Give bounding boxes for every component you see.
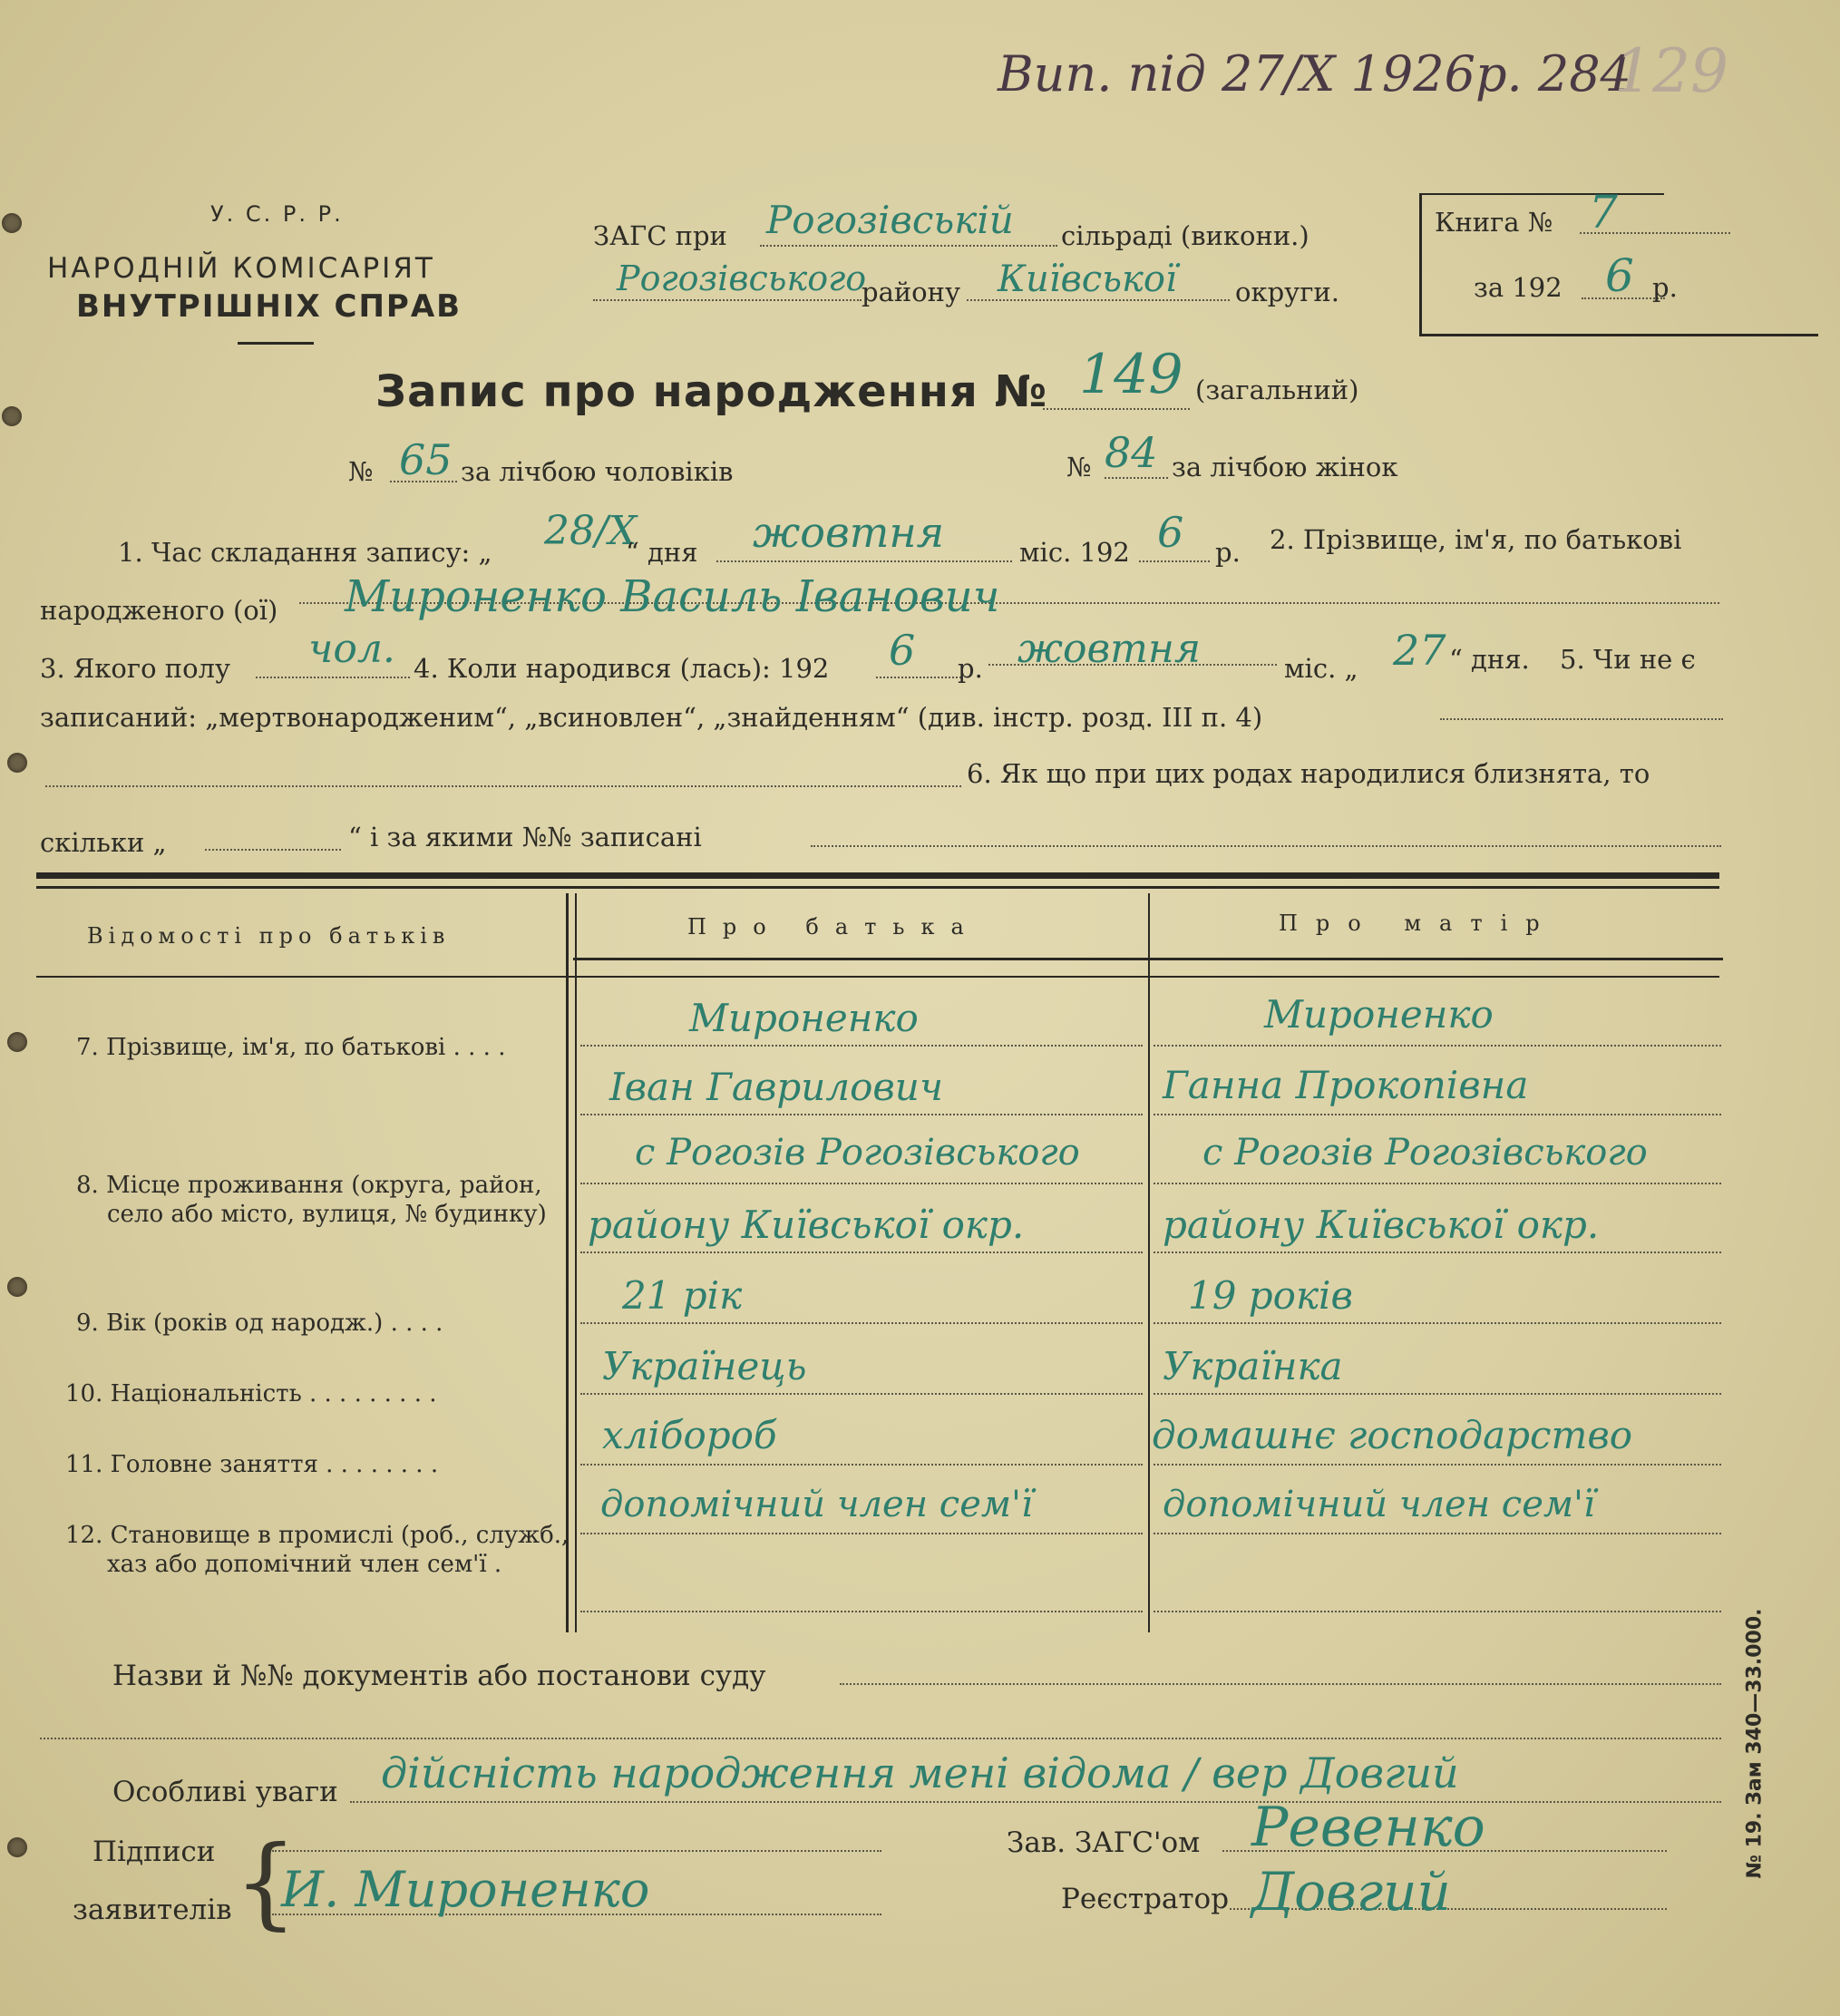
column-divider-2 bbox=[1148, 893, 1150, 1632]
father-line bbox=[580, 1045, 1143, 1047]
mother-address-2: району Київської окр. bbox=[1163, 1203, 1600, 1247]
father-occupation: хлібороб bbox=[602, 1413, 777, 1457]
documents-line bbox=[840, 1683, 1721, 1685]
mother-line bbox=[1154, 1533, 1721, 1534]
book-label: Книга № bbox=[1435, 207, 1553, 238]
field1-month-line bbox=[716, 560, 1012, 562]
birth-day: 27 bbox=[1393, 626, 1446, 675]
mother-nationality: Українка bbox=[1163, 1344, 1343, 1388]
zags-council-label: сільраді (викони.) bbox=[1061, 220, 1309, 251]
twins-numbers-line bbox=[811, 845, 1721, 847]
male-count-label: за лічбою чоловіків bbox=[461, 456, 734, 487]
father-line bbox=[580, 1322, 1143, 1324]
zags-district-line bbox=[593, 299, 862, 301]
mother-occupation: домашнє господарство bbox=[1152, 1413, 1633, 1457]
mother-status: допомічний член сем'ї bbox=[1163, 1484, 1595, 1525]
mother-line bbox=[1154, 1251, 1721, 1253]
father-line bbox=[580, 1251, 1143, 1253]
female-count-value: 84 bbox=[1105, 428, 1158, 477]
row-label-full-name: 7. Прізвище, ім'я, по батькові . . . . bbox=[76, 1034, 506, 1061]
row-label-age: 9. Вік (років од народж.) . . . . bbox=[76, 1310, 443, 1337]
field5-label: 5. Чи не є bbox=[1560, 644, 1696, 675]
signatures-label-2: заявителів bbox=[73, 1894, 232, 1926]
table-top-rule-2 bbox=[36, 886, 1719, 889]
father-line bbox=[580, 1393, 1143, 1395]
field6-label-cont: скільки „ bbox=[40, 827, 167, 858]
book-box-bottom bbox=[1419, 334, 1818, 336]
mother-line bbox=[1154, 1393, 1721, 1395]
page-number: 129 bbox=[1614, 36, 1728, 106]
signatures-label: Підписи bbox=[92, 1836, 216, 1868]
father-line bbox=[580, 1114, 1143, 1115]
field1-month-label: міс. 192 bbox=[1019, 537, 1130, 568]
field4-year-suffix: р. bbox=[958, 653, 983, 684]
field6-numbers-label: “ і за якими №№ записані bbox=[348, 822, 702, 852]
field5-line-2 bbox=[45, 785, 961, 787]
father-line bbox=[580, 1611, 1143, 1612]
head-zags-signature: Ревенко bbox=[1251, 1796, 1485, 1859]
documents-line-2 bbox=[40, 1738, 1721, 1739]
signatures-brace: { bbox=[234, 1824, 297, 1940]
header-commissariat: НАРОДНІЙ КОМІСАРІЯТ bbox=[47, 252, 435, 285]
zags-okruga-label: округи. bbox=[1235, 277, 1339, 307]
row-label-residence-2: село або місто, вулиця, № будинку) bbox=[107, 1201, 547, 1228]
father-status: допомічний член сем'ї bbox=[600, 1484, 1033, 1525]
binder-hole bbox=[7, 1032, 27, 1052]
notes-line bbox=[350, 1801, 1721, 1803]
column-header-father: Про батька bbox=[687, 914, 980, 940]
book-box-left bbox=[1419, 193, 1422, 336]
father-given-names: Іван Гаврилович bbox=[609, 1065, 943, 1109]
record-title: Запис про народження № bbox=[375, 366, 1048, 417]
field3-label: 3. Якого полу bbox=[40, 653, 231, 684]
book-year-label: за 192 bbox=[1474, 272, 1563, 303]
header-ussr: У. С. Р. Р. bbox=[210, 201, 344, 227]
row-label-residence: 8. Місце проживання (округа, район, bbox=[76, 1172, 542, 1199]
field1-year: 6 bbox=[1157, 508, 1184, 557]
binder-hole bbox=[2, 406, 22, 426]
female-count-line bbox=[1105, 477, 1168, 479]
field2-label-cont: народженого (ої) bbox=[40, 595, 278, 626]
header-internal-affairs: ВНУТРІШНІХ СПРАВ bbox=[76, 288, 462, 325]
father-address-1: с Рогозів Рогозівського bbox=[635, 1132, 1080, 1174]
father-address-2: району Київської окр. bbox=[588, 1203, 1025, 1247]
field3-line bbox=[256, 677, 410, 678]
registrar-signature: Довгий bbox=[1251, 1861, 1451, 1923]
field1-year-line bbox=[1139, 560, 1210, 562]
mother-address-1: с Рогозів Рогозівського bbox=[1202, 1132, 1648, 1174]
head-zags-label: Зав. ЗАГС'ом bbox=[1007, 1826, 1201, 1859]
row-label-status: 12. Становище в промислі (роб., служб., bbox=[65, 1522, 570, 1549]
field4-year-line bbox=[876, 677, 961, 678]
field4-label: 4. Коли народився (лась): 192 bbox=[414, 653, 830, 684]
mother-surname: Мироненко bbox=[1264, 992, 1494, 1037]
column-header-parents: Відомості про батьків bbox=[87, 923, 451, 949]
record-number-line bbox=[1043, 408, 1190, 410]
field4-day-label: “ дня. bbox=[1449, 644, 1530, 675]
documents-label: Назви й №№ документів або постанови суду bbox=[112, 1660, 766, 1692]
field2-label: 2. Прізвище, ім'я, по батькові bbox=[1270, 524, 1682, 555]
table-top-rule bbox=[36, 872, 1719, 879]
mother-line bbox=[1154, 1464, 1721, 1466]
child-full-name: Мироненко Василь Іванович bbox=[345, 571, 1000, 622]
book-no-value: 7 bbox=[1589, 186, 1618, 239]
male-count-value: 65 bbox=[399, 435, 453, 484]
book-year-suffix: р. bbox=[1652, 272, 1678, 303]
top-annotation: Вип. під 27/X 1926р. 284 bbox=[998, 45, 1631, 102]
binder-hole bbox=[2, 213, 22, 233]
father-line bbox=[580, 1533, 1143, 1534]
row-label-occupation: 11. Головне заняття . . . . . . . . bbox=[65, 1451, 439, 1478]
binder-hole bbox=[7, 753, 27, 773]
mother-line bbox=[1154, 1114, 1721, 1115]
male-count-no-label: № bbox=[348, 456, 374, 487]
table-header-bottom-rule bbox=[36, 976, 1719, 978]
zags-council-line bbox=[760, 245, 1057, 247]
field1-day-label: “ дня bbox=[626, 537, 698, 568]
female-count-no-label: № bbox=[1066, 452, 1092, 482]
zags-label: ЗАГС при bbox=[593, 220, 727, 251]
binder-hole bbox=[7, 1837, 27, 1857]
header-underline bbox=[238, 342, 314, 345]
mother-line bbox=[1154, 1322, 1721, 1324]
twins-count-line bbox=[205, 849, 341, 851]
father-surname: Мироненко bbox=[689, 996, 919, 1040]
mother-line bbox=[1154, 1045, 1721, 1047]
father-line bbox=[580, 1183, 1143, 1184]
column-header-mother: Про матір bbox=[1279, 911, 1558, 936]
field5-line bbox=[1440, 718, 1723, 720]
field1-label: 1. Час складання запису: „ bbox=[118, 537, 492, 568]
father-nationality: Українець bbox=[602, 1344, 807, 1388]
mother-line bbox=[1154, 1183, 1721, 1184]
mother-line bbox=[1154, 1611, 1721, 1612]
mother-age: 19 років bbox=[1188, 1273, 1353, 1318]
record-general-label: (загальний) bbox=[1195, 375, 1359, 405]
notes-value: дійсність народження мені відома / вер Довгий bbox=[381, 1748, 1459, 1797]
field5-label-cont: записаний: „мертвонародженим“, „всиновлен“, „знайденням“ (див. інстр. розд. III п. 4) bbox=[40, 702, 1263, 733]
field4-month-label: міс. „ bbox=[1284, 653, 1358, 684]
zags-district-label: району bbox=[862, 277, 961, 307]
applicant-signature: И. Мироненко bbox=[281, 1861, 650, 1918]
birth-month: жовтня bbox=[1017, 626, 1201, 672]
field1-year-suffix: р. bbox=[1215, 537, 1241, 568]
father-age: 21 рік bbox=[622, 1273, 743, 1318]
field1-day: 28/X bbox=[544, 508, 638, 554]
registrar-label: Реєстратор bbox=[1061, 1883, 1230, 1915]
notes-label: Особливі уваги bbox=[112, 1776, 338, 1808]
father-line bbox=[580, 1464, 1143, 1466]
record-number: 149 bbox=[1079, 343, 1183, 406]
form-print-code: № 19. Зам 340—33.000. bbox=[1743, 1608, 1767, 1879]
zags-council-value: Рогозівській bbox=[766, 198, 1014, 242]
column-divider-1b bbox=[575, 893, 577, 1632]
zags-okruga-value: Київської bbox=[998, 258, 1177, 300]
child-sex: чол. bbox=[308, 626, 395, 672]
mother-given-names: Ганна Прокопівна bbox=[1163, 1063, 1529, 1107]
field6-label: 6. Як що при цих родах народилися близнята, то bbox=[967, 758, 1650, 789]
applicant-line bbox=[272, 1850, 881, 1852]
binder-hole bbox=[7, 1277, 27, 1297]
zags-district-value: Рогозівського bbox=[617, 258, 867, 298]
birth-year: 6 bbox=[889, 626, 916, 675]
row-label-nationality: 10. Національність . . . . . . . . . bbox=[65, 1380, 437, 1407]
book-box-top bbox=[1419, 193, 1664, 195]
book-year-value: 6 bbox=[1605, 249, 1634, 302]
field1-month: жовтня bbox=[753, 508, 945, 557]
row-label-status-2: хаз або допомічний член сем'ї . bbox=[107, 1551, 502, 1578]
female-count-label: за лічбою жінок bbox=[1172, 452, 1398, 482]
